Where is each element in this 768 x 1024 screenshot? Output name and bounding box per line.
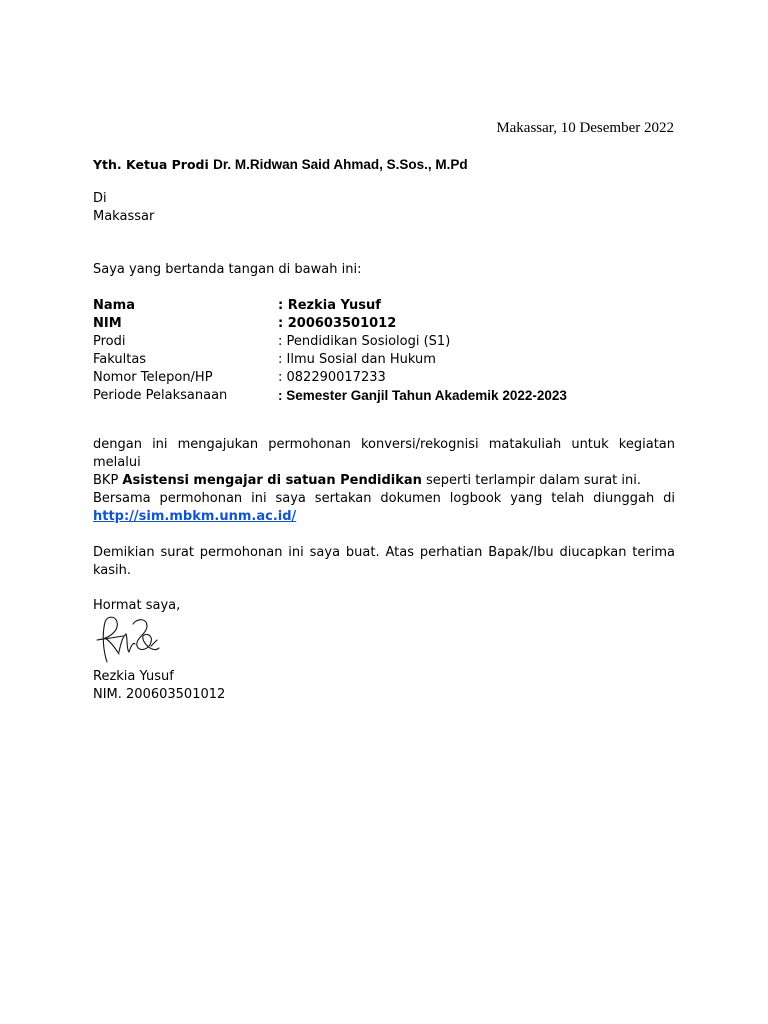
paragraph-suffix: seperti terlampir dalam surat ini. xyxy=(421,473,642,488)
paragraph-prefix: BKP xyxy=(93,473,123,488)
paragraph-line: kasih. xyxy=(93,563,132,578)
salutation: Hormat saya, xyxy=(93,598,181,613)
field-value: : Semester Ganjil Tahun Akademik 2022-2023 xyxy=(278,388,567,403)
field-label: Nama xyxy=(93,298,135,313)
recipient-line xyxy=(93,156,468,174)
paragraph-line: dengan ini mengajukan permohonan konversi/rekognisi matakuliah untuk kegiatan melalui xyxy=(93,437,675,470)
logbook-link[interactable]: http://sim.mbkm.unm.ac.id/ xyxy=(93,509,297,524)
paragraph-logbook xyxy=(93,490,675,526)
program-name: Asistensi mengajar di satuan Pendidikan xyxy=(122,473,422,488)
recipient-city: Makassar xyxy=(93,209,155,224)
field-value: : Ilmu Sosial dan Hukum xyxy=(278,352,436,367)
handwritten-signature xyxy=(93,612,165,670)
paragraph-request xyxy=(93,436,675,490)
paragraph-closing xyxy=(93,544,675,580)
field-label: Fakultas xyxy=(93,352,147,367)
field-label: Periode Pelaksanaan xyxy=(93,388,228,403)
field-label: NIM xyxy=(93,316,122,331)
field-label: Prodi xyxy=(93,334,126,349)
signer-name: Rezkia Yusuf xyxy=(93,669,174,684)
field-value: : Pendidikan Sosiologi (S1) xyxy=(278,334,451,349)
recipient-name: Dr. M.Ridwan Said Ahmad, S.Sos., M.Pd xyxy=(213,157,468,172)
field-value: : 200603501012 xyxy=(278,316,397,331)
letter-date: Makassar, 10 Desember 2022 xyxy=(496,120,674,136)
signer-nim: NIM. 200603501012 xyxy=(93,687,226,702)
intro-text: Saya yang bertanda tangan di bawah ini: xyxy=(93,262,362,277)
field-value: : Rezkia Yusuf xyxy=(278,298,381,313)
paragraph-line: Bersama permohonan ini saya sertakan dokumen logbook yang telah diunggah di xyxy=(93,491,675,506)
paragraph-line: Demikian surat permohonan ini saya buat. Atas perhatian Bapak/Ibu diucapkan terima xyxy=(93,545,675,560)
field-label: Nomor Telepon/HP xyxy=(93,370,213,385)
field-value: : 082290017233 xyxy=(278,370,386,385)
recipient-prefix: Yth. Ketua Prodi xyxy=(93,157,214,172)
recipient-di: Di xyxy=(93,191,107,206)
